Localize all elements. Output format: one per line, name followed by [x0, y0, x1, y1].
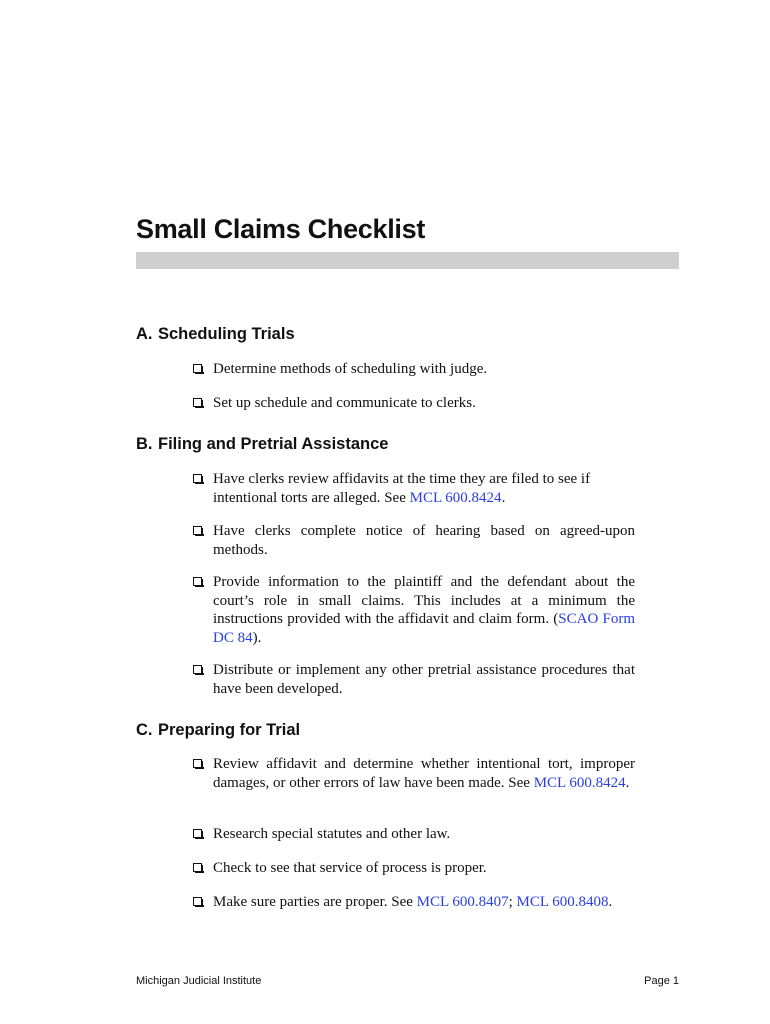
checklist-item-text: Determine methods of scheduling with judge. [213, 361, 488, 377]
checkbox-icon[interactable] [193, 759, 202, 768]
checklist-item-review-affidavit [193, 755, 635, 792]
section-title: Filing and Pretrial Assistance [158, 435, 389, 453]
checklist-item-text: Make sure parties are proper. See MCL 600.8407; MCL 600.8408. [213, 894, 613, 910]
checklist-item-set-up-schedule [193, 394, 635, 413]
checkbox-icon[interactable] [193, 897, 202, 906]
section-title: Scheduling Trials [158, 325, 295, 343]
checkbox-icon[interactable] [193, 863, 202, 872]
section-c-heading [136, 721, 300, 740]
checklist-item-provide-information [193, 573, 635, 647]
checklist-item-text: Set up schedule and communicate to clerks. [213, 395, 476, 411]
checkbox-icon[interactable] [193, 474, 202, 483]
checklist-item-text: Check to see that service of process is proper. [213, 860, 487, 876]
checklist-item-text: Have clerks complete notice of hearing based on agreed-upon methods. [213, 523, 635, 558]
footer-page-number: Page 1 [644, 975, 679, 987]
checkbox-icon[interactable] [193, 665, 202, 674]
mcl-600-8407-link[interactable]: MCL 600.8407 [416, 894, 509, 910]
checkbox-icon[interactable] [193, 526, 202, 535]
checklist-item-parties-proper [193, 893, 635, 912]
checklist-item-review-affidavits [193, 470, 635, 507]
checklist-item-research-statutes [193, 825, 635, 844]
footer-institute: Michigan Judicial Institute [136, 975, 262, 987]
checklist-item-text: Distribute or implement any other pretrial assistance procedures that have been developed. [213, 662, 635, 697]
checklist-item-text: Research special statutes and other law. [213, 826, 451, 842]
checkbox-icon[interactable] [193, 829, 202, 838]
mcl-600-8424-link[interactable]: MCL 600.8424 [533, 774, 626, 791]
checklist-item-check-service [193, 859, 635, 878]
checklist-item-text: Have clerks review affidavits at the time they are filed to see if intentional torts are alleged. See MCL 600.8424. [213, 471, 591, 506]
mcl-600-8424-link[interactable]: MCL 600.8424 [409, 489, 502, 506]
checklist-item-notice-of-hearing [193, 522, 635, 559]
page-title: Small Claims Checklist [136, 214, 426, 244]
checklist-item-determine-methods [193, 360, 635, 379]
section-letter: C. [136, 721, 153, 739]
checklist-item-text: Review affidavit and determine whether intentional tort, improper damages, or other errors of law have been made. See MCL 600.8424. [213, 756, 635, 791]
section-letter: B. [136, 435, 153, 453]
section-letter: A. [136, 325, 153, 343]
title-divider-bar [136, 252, 679, 269]
checkbox-icon[interactable] [193, 364, 202, 373]
checkbox-icon[interactable] [193, 398, 202, 407]
section-a-heading [136, 325, 295, 344]
checklist-item-distribute-procedures [193, 661, 635, 698]
checklist-item-text: Provide information to the plaintiff and the defendant about the court’s role in small claims. This includes at a minimum the instructions provided with the affidavit and claim form. (SCAO Form DC 84). [213, 574, 635, 646]
scao-form-dc84-link[interactable]: SCAO Form DC 84 [213, 611, 635, 646]
section-b-heading [136, 435, 388, 454]
mcl-600-8408-link[interactable]: MCL 600.8408 [516, 894, 609, 910]
section-title: Preparing for Trial [158, 721, 301, 739]
checkbox-icon[interactable] [193, 577, 202, 586]
